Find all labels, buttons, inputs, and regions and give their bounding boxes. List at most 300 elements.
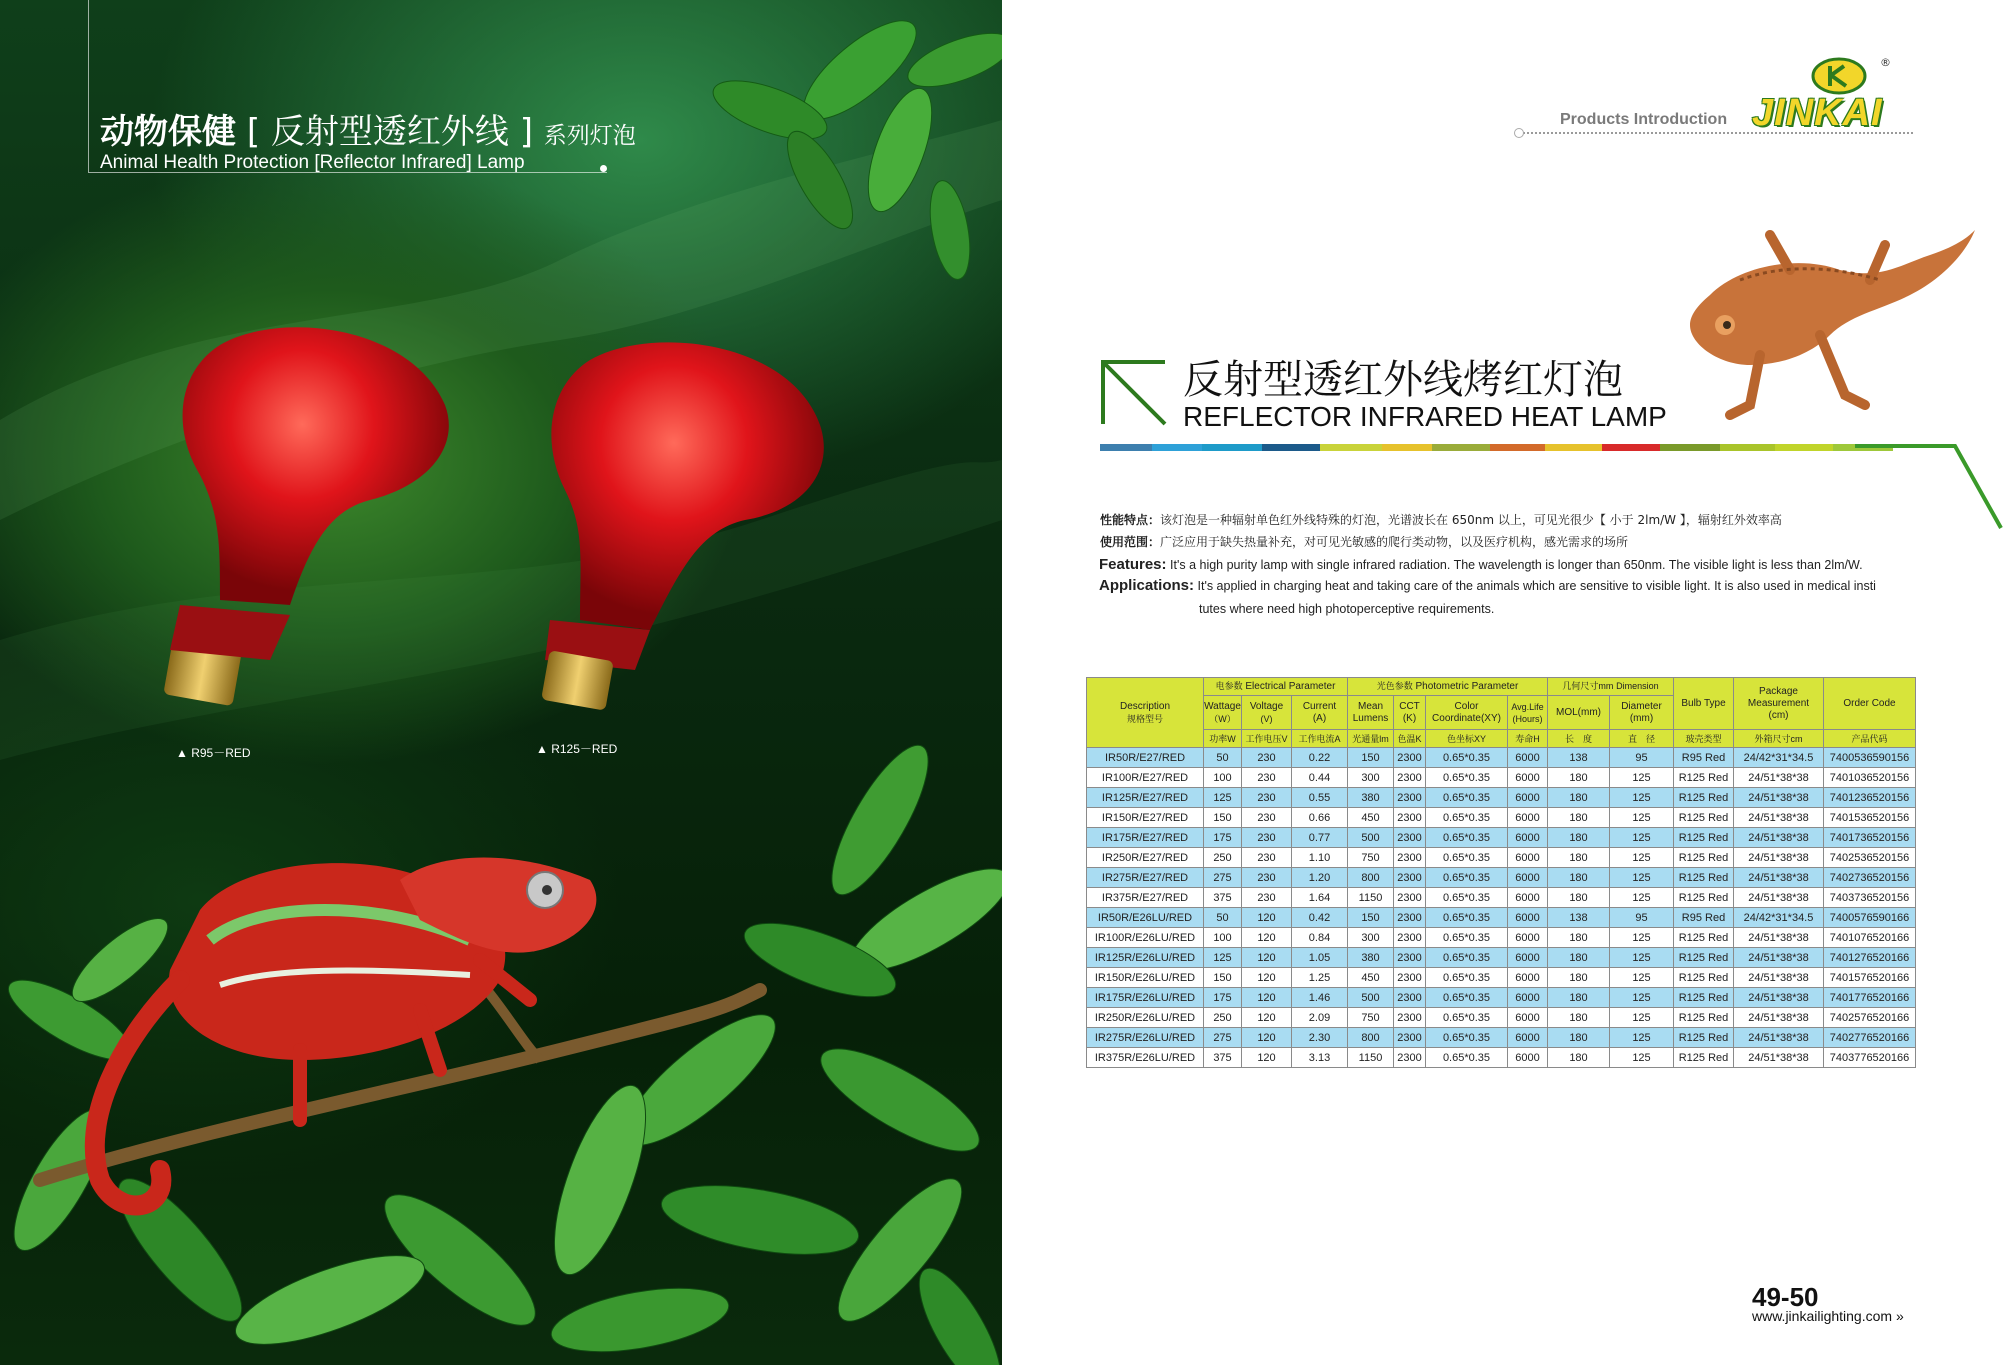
table-cell: 0.65*0.35: [1426, 1028, 1508, 1048]
table-cell: 120: [1242, 928, 1292, 948]
table-cell: 24/51*38*38: [1734, 868, 1824, 888]
features-cn-text: 该灯泡是一种辐射单色红外线特殊的灯泡，光谱波长在 650nm 以上，可见光很少【 小于 2lm/W 】，辐射红外效率高: [1160, 513, 1782, 527]
table-cell: R95 Red: [1674, 748, 1734, 768]
table-cell: 7401276520166: [1824, 948, 1916, 968]
cct-en: CCT: [1399, 700, 1420, 712]
applications-en-text-1: It's applied in charging heat and taking care of the animals which are sensitive to visible light. It is also used in medical insti: [1197, 579, 1876, 593]
table-cell: 1.10: [1292, 848, 1348, 868]
table-cell: 24/51*38*38: [1734, 988, 1824, 1008]
table-cell: 0.65*0.35: [1426, 748, 1508, 768]
table-cell: 0.65*0.35: [1426, 888, 1508, 908]
lumens-header: [1348, 696, 1394, 730]
table-row: [1087, 868, 1916, 888]
table-cell: 0.65*0.35: [1426, 948, 1508, 968]
table-cell: R125 Red: [1674, 768, 1734, 788]
left-title-cn-suffix: 系列灯泡: [543, 123, 636, 149]
table-cell: 24/51*38*38: [1734, 948, 1824, 968]
table-cell: 250: [1204, 848, 1242, 868]
lumens-unit: Lumens: [1352, 712, 1389, 724]
table-cell: 375: [1204, 888, 1242, 908]
mol-cn: 长 度: [1548, 730, 1610, 748]
page-number: 49-50: [1752, 1282, 1819, 1312]
table-row: [1087, 888, 1916, 908]
table-row: [1087, 948, 1916, 968]
table-cell: R125 Red: [1674, 968, 1734, 988]
table-row: [1087, 748, 1916, 768]
table-cell: 120: [1242, 1008, 1292, 1028]
table-cell: 6000: [1508, 988, 1548, 1008]
table-cell: 24/51*38*38: [1734, 788, 1824, 808]
diameter-en: Diameter: [1621, 700, 1662, 712]
table-cell: 50: [1204, 908, 1242, 928]
table-cell: 125: [1610, 848, 1674, 868]
table-cell: 450: [1348, 968, 1394, 988]
jinkai-logo-text: JINKAI: [1752, 92, 1883, 134]
table-cell: 0.65*0.35: [1426, 788, 1508, 808]
table-row: [1087, 1028, 1916, 1048]
table-cell: 150: [1348, 908, 1394, 928]
table-cell: 230: [1242, 748, 1292, 768]
table-cell: 120: [1242, 908, 1292, 928]
table-cell: 180: [1548, 848, 1610, 868]
applications-en-continued: tutes where need high photoperceptive requirements.: [1199, 602, 1495, 616]
table-row: [1087, 788, 1916, 808]
features-en: [1099, 556, 1863, 573]
table-cell: 0.65*0.35: [1426, 848, 1508, 868]
table-cell: 6000: [1508, 888, 1548, 908]
features-en-label: Features:: [1099, 556, 1167, 573]
table-cell: 180: [1548, 928, 1610, 948]
table-cell: 50: [1204, 748, 1242, 768]
left-title-cn-bold: 动物保健: [100, 112, 236, 152]
table-cell: IR125R/E26LU/RED: [1087, 948, 1204, 968]
table-cell: 180: [1548, 1048, 1610, 1068]
accent-green-line: [1855, 440, 2003, 532]
table-cell: 180: [1548, 948, 1610, 968]
diameter-unit: (mm): [1629, 712, 1654, 724]
table-cell: 24/51*38*38: [1734, 1028, 1824, 1048]
gecko-image: [1670, 225, 1980, 435]
table-cell: 0.77: [1292, 828, 1348, 848]
table-cell: 230: [1242, 788, 1292, 808]
table-cell: 2300: [1394, 848, 1426, 868]
table-cell: 2300: [1394, 748, 1426, 768]
registered-mark: ®: [1880, 56, 1891, 69]
table-cell: 7401236520156: [1824, 788, 1916, 808]
table-cell: 24/51*38*38: [1734, 888, 1824, 908]
table-cell: 180: [1548, 868, 1610, 888]
table-cell: R125 Red: [1674, 948, 1734, 968]
table-cell: 125: [1610, 768, 1674, 788]
table-cell: 1.25: [1292, 968, 1348, 988]
table-cell: 125: [1610, 868, 1674, 888]
table-cell: R125 Red: [1674, 1048, 1734, 1068]
color-stripe-bar: [1100, 444, 1893, 451]
table-cell: 2300: [1394, 968, 1426, 988]
table-cell: 24/42*31*34.5: [1734, 748, 1824, 768]
table-cell: 125: [1610, 808, 1674, 828]
table-cell: 0.65*0.35: [1426, 868, 1508, 888]
table-cell: 125: [1610, 888, 1674, 908]
table-cell: 125: [1204, 948, 1242, 968]
table-cell: 6000: [1508, 1008, 1548, 1028]
applications-en-label: Applications:: [1099, 577, 1195, 594]
table-cell: 450: [1348, 808, 1394, 828]
table-cell: IR50R/E27/RED: [1087, 748, 1204, 768]
table-cell: 24/51*38*38: [1734, 1048, 1824, 1068]
current-cn: 工作电流A: [1292, 730, 1348, 748]
wattage-cn: 功率W: [1204, 730, 1242, 748]
table-cell: 230: [1242, 768, 1292, 788]
table-cell: 120: [1242, 1028, 1292, 1048]
table-cell: 0.65*0.35: [1426, 808, 1508, 828]
table-cell: 180: [1548, 968, 1610, 988]
table-cell: 95: [1610, 908, 1674, 928]
table-cell: 0.84: [1292, 928, 1348, 948]
table-cell: 0.65*0.35: [1426, 928, 1508, 948]
table-cell: 7401576520166: [1824, 968, 1916, 988]
website-link[interactable]: www.jinkailighting.com »: [1752, 1308, 1904, 1324]
table-cell: 2300: [1394, 1048, 1426, 1068]
table-cell: 3.13: [1292, 1048, 1348, 1068]
table-cell: 180: [1548, 988, 1610, 1008]
table-cell: 300: [1348, 768, 1394, 788]
table-cell: 125: [1610, 1048, 1674, 1068]
voltage-unit: (V): [1260, 713, 1273, 724]
table-row: [1087, 828, 1916, 848]
table-cell: 2300: [1394, 928, 1426, 948]
table-cell: 2300: [1394, 988, 1426, 1008]
table-row: [1087, 808, 1916, 828]
table-cell: 0.65*0.35: [1426, 968, 1508, 988]
table-cell: 125: [1610, 1028, 1674, 1048]
electrical-group-header: [1204, 678, 1348, 696]
table-cell: 0.55: [1292, 788, 1348, 808]
left-title-cn-bracket: [ 反射型透红外线 ]: [246, 112, 533, 152]
description-en: Description: [1119, 700, 1171, 712]
heading-en: REFLECTOR INFRARED HEAT LAMP: [1183, 401, 1667, 432]
photometric-en: Photometric Parameter: [1415, 681, 1519, 692]
table-cell: R125 Red: [1674, 928, 1734, 948]
table-cell: 2300: [1394, 808, 1426, 828]
table-cell: 180: [1548, 1008, 1610, 1028]
table-cell: 2300: [1394, 768, 1426, 788]
table-cell: 7400576590166: [1824, 908, 1916, 928]
table-cell: IR250R/E26LU/RED: [1087, 1008, 1204, 1028]
table-cell: 275: [1204, 1028, 1242, 1048]
avg-life-unit: (Hours): [1512, 713, 1543, 724]
table-cell: R125 Red: [1674, 868, 1734, 888]
applications-cn-text: 广泛应用于缺失热量补充，对可见光敏感的爬行类动物，以及医疗机构，感光需求的场所: [1160, 535, 1629, 549]
table-cell: 7401076520166: [1824, 928, 1916, 948]
left-title-cn: [100, 104, 636, 153]
table-cell: 0.65*0.35: [1426, 908, 1508, 928]
table-cell: 0.65*0.35: [1426, 768, 1508, 788]
table-cell: 100: [1204, 928, 1242, 948]
table-cell: 500: [1348, 988, 1394, 1008]
table-cell: 6000: [1508, 828, 1548, 848]
table-row: [1087, 988, 1916, 1008]
table-cell: 180: [1548, 828, 1610, 848]
table-cell: 2300: [1394, 948, 1426, 968]
table-cell: IR175R/E27/RED: [1087, 828, 1204, 848]
table-cell: 300: [1348, 928, 1394, 948]
table-cell: 175: [1204, 828, 1242, 848]
electrical-cn: 电参数: [1215, 681, 1243, 691]
lumens-cn: 光通量lm: [1348, 730, 1394, 748]
table-cell: 125: [1610, 928, 1674, 948]
table-cell: 750: [1348, 1008, 1394, 1028]
features-en-text: It's a high purity lamp with single infrared radiation. The wavelength is longer than 650nm. The visible light is less than 2lm/W.: [1170, 558, 1863, 572]
package-line-3: (cm): [1768, 709, 1789, 721]
table-cell: 7402536520156: [1824, 848, 1916, 868]
table-cell: 180: [1548, 768, 1610, 788]
table-cell: 6000: [1508, 1048, 1548, 1068]
table-cell: R125 Red: [1674, 988, 1734, 1008]
table-cell: 6000: [1508, 948, 1548, 968]
table-cell: 1.05: [1292, 948, 1348, 968]
wattage-header: [1204, 696, 1242, 730]
table-cell: 1.46: [1292, 988, 1348, 1008]
table-cell: 0.66: [1292, 808, 1348, 828]
table-cell: 120: [1242, 948, 1292, 968]
products-introduction-label: Products Introduction: [1560, 111, 1728, 128]
table-cell: R125 Red: [1674, 828, 1734, 848]
table-cell: 150: [1204, 968, 1242, 988]
table-cell: 380: [1348, 948, 1394, 968]
voltage-header: [1242, 696, 1292, 730]
table-cell: 24/51*38*38: [1734, 768, 1824, 788]
r125-caption: ▲ R125－RED: [536, 742, 618, 756]
order-code-cn: 产品代码: [1824, 730, 1916, 748]
dimension-group-header: [1548, 678, 1674, 696]
table-cell: 7403776520166: [1824, 1048, 1916, 1068]
table-cell: 7400536590156: [1824, 748, 1916, 768]
avg-life-cn: 寿命H: [1508, 730, 1548, 748]
current-unit: (A): [1312, 712, 1327, 724]
table-cell: 125: [1204, 788, 1242, 808]
spec-table: [1086, 677, 1916, 1068]
package-cn: 外箱尺寸cm: [1734, 730, 1824, 748]
table-cell: 7401736520156: [1824, 828, 1916, 848]
table-cell: 7401776520166: [1824, 988, 1916, 1008]
title-frame-dot: [600, 165, 607, 172]
table-cell: 750: [1348, 848, 1394, 868]
r125-bulb-image: [540, 330, 840, 720]
table-cell: 6000: [1508, 1028, 1548, 1048]
table-cell: IR250R/E27/RED: [1087, 848, 1204, 868]
table-cell: 7402736520156: [1824, 868, 1916, 888]
wattage-unit: （W）: [1209, 713, 1236, 724]
table-row: [1087, 968, 1916, 988]
table-cell: 0.42: [1292, 908, 1348, 928]
table-cell: 2300: [1394, 1008, 1426, 1028]
spec-table-body: [1087, 748, 1916, 1068]
table-cell: 2300: [1394, 828, 1426, 848]
voltage-cn: 工作电压V: [1242, 730, 1292, 748]
table-cell: 7402576520166: [1824, 1008, 1916, 1028]
table-cell: 230: [1242, 888, 1292, 908]
table-cell: 7401036520156: [1824, 768, 1916, 788]
current-header: [1292, 696, 1348, 730]
table-cell: 24/42*31*34.5: [1734, 908, 1824, 928]
table-cell: IR375R/E26LU/RED: [1087, 1048, 1204, 1068]
package-line-1: Package: [1759, 685, 1798, 697]
table-cell: 800: [1348, 868, 1394, 888]
table-cell: 138: [1548, 908, 1610, 928]
table-cell: 800: [1348, 1028, 1394, 1048]
table-cell: 120: [1242, 968, 1292, 988]
cct-unit: (K): [1402, 712, 1417, 724]
table-cell: 2.09: [1292, 1008, 1348, 1028]
table-cell: 95: [1610, 748, 1674, 768]
table-cell: 24/51*38*38: [1734, 928, 1824, 948]
table-row: [1087, 1008, 1916, 1028]
table-cell: IR100R/E26LU/RED: [1087, 928, 1204, 948]
color-coordinate-header: [1426, 696, 1508, 730]
table-cell: 0.65*0.35: [1426, 1048, 1508, 1068]
table-cell: 150: [1204, 808, 1242, 828]
table-cell: 0.65*0.35: [1426, 988, 1508, 1008]
table-cell: R125 Red: [1674, 788, 1734, 808]
table-cell: 250: [1204, 1008, 1242, 1028]
table-cell: 0.44: [1292, 768, 1348, 788]
table-cell: 7403736520156: [1824, 888, 1916, 908]
mol-en: MOL(mm): [1556, 706, 1601, 718]
table-cell: IR100R/E27/RED: [1087, 768, 1204, 788]
table-cell: 24/51*38*38: [1734, 808, 1824, 828]
mol-header: [1548, 696, 1610, 730]
applications-cn: [1100, 533, 1628, 550]
table-cell: IR150R/E26LU/RED: [1087, 968, 1204, 988]
r95-bulb-image: [160, 315, 460, 715]
table-cell: R125 Red: [1674, 1028, 1734, 1048]
table-cell: 380: [1348, 788, 1394, 808]
table-cell: 2300: [1394, 788, 1426, 808]
lumens-en: Mean: [1357, 700, 1383, 712]
r95-caption: ▲ R95－RED: [176, 746, 251, 760]
table-cell: 275: [1204, 868, 1242, 888]
features-cn-label: 性能特点：: [1100, 513, 1161, 527]
order-code-header: Order Code: [1824, 678, 1916, 730]
table-cell: 180: [1548, 1028, 1610, 1048]
table-cell: 125: [1610, 988, 1674, 1008]
applications-cn-label: 使用范围：: [1100, 535, 1161, 549]
table-row: [1087, 768, 1916, 788]
table-cell: 1150: [1348, 1048, 1394, 1068]
table-cell: 100: [1204, 768, 1242, 788]
table-cell: IR275R/E27/RED: [1087, 868, 1204, 888]
table-cell: 6000: [1508, 848, 1548, 868]
color-cn: 色坐标XY: [1426, 730, 1508, 748]
table-cell: 138: [1548, 748, 1610, 768]
table-cell: IR175R/E26LU/RED: [1087, 988, 1204, 1008]
table-cell: R125 Red: [1674, 1008, 1734, 1028]
table-cell: 0.65*0.35: [1426, 828, 1508, 848]
package-header: [1734, 678, 1824, 730]
table-cell: IR150R/E27/RED: [1087, 808, 1204, 828]
table-cell: 6000: [1508, 748, 1548, 768]
table-cell: 0.22: [1292, 748, 1348, 768]
table-cell: 125: [1610, 948, 1674, 968]
electrical-en: Electrical Parameter: [1245, 681, 1336, 692]
table-cell: IR375R/E27/RED: [1087, 888, 1204, 908]
description-cn: 规格型号: [1126, 713, 1163, 724]
package-line-2: Measurement: [1747, 697, 1810, 709]
table-cell: 6000: [1508, 908, 1548, 928]
wattage-en: Wattage: [1204, 700, 1241, 712]
photometric-group-header: [1348, 678, 1548, 696]
table-cell: 230: [1242, 848, 1292, 868]
dimension-en: Dimension: [1616, 681, 1659, 691]
table-cell: 125: [1610, 828, 1674, 848]
table-cell: 0.65*0.35: [1426, 1008, 1508, 1028]
table-cell: 6000: [1508, 968, 1548, 988]
table-cell: 24/51*38*38: [1734, 828, 1824, 848]
table-cell: 230: [1242, 808, 1292, 828]
bulb-type-header: Bulb Type: [1674, 678, 1734, 730]
diameter-cn: 直 径: [1610, 730, 1674, 748]
table-row: [1087, 928, 1916, 948]
table-cell: 24/51*38*38: [1734, 1008, 1824, 1028]
header-dot-circle: [1514, 128, 1524, 138]
table-cell: 230: [1242, 868, 1292, 888]
table-cell: 120: [1242, 1048, 1292, 1068]
avg-life-en: Avg.Life: [1511, 701, 1544, 712]
table-row: [1087, 1048, 1916, 1068]
table-cell: 24/51*38*38: [1734, 848, 1824, 868]
table-cell: 180: [1548, 788, 1610, 808]
avg-life-header: [1508, 696, 1548, 730]
table-cell: 7401536520156: [1824, 808, 1916, 828]
table-cell: 125: [1610, 788, 1674, 808]
cct-cn: 色温K: [1394, 730, 1426, 748]
table-cell: 230: [1242, 828, 1292, 848]
table-cell: 1.64: [1292, 888, 1348, 908]
dimension-cn: 几何尺寸mm: [1562, 681, 1614, 691]
table-cell: 175: [1204, 988, 1242, 1008]
table-cell: 2300: [1394, 888, 1426, 908]
heading-arrow-icon: [1099, 358, 1169, 428]
table-cell: 375: [1204, 1048, 1242, 1068]
table-cell: 6000: [1508, 768, 1548, 788]
current-en: Current: [1302, 700, 1337, 712]
left-title-en: Animal Health Protection [Reflector Infrared] Lamp: [100, 152, 525, 173]
table-row: [1087, 848, 1916, 868]
bulb-type-cn: 玻壳类型: [1674, 730, 1734, 748]
table-row: [1087, 908, 1916, 928]
table-cell: 125: [1610, 1008, 1674, 1028]
table-cell: 150: [1348, 748, 1394, 768]
diameter-header: [1610, 696, 1674, 730]
voltage-en: Voltage: [1249, 700, 1284, 712]
table-cell: R125 Red: [1674, 848, 1734, 868]
color-unit: Coordinate(XY): [1432, 712, 1501, 724]
features-cn: [1100, 511, 1782, 528]
table-cell: 125: [1610, 968, 1674, 988]
table-cell: R125 Red: [1674, 808, 1734, 828]
table-cell: 6000: [1508, 868, 1548, 888]
photometric-cn: 光色参数: [1376, 681, 1413, 691]
heading-cn: 反射型透红外线烤红灯泡: [1183, 357, 1623, 403]
table-cell: 180: [1548, 808, 1610, 828]
table-cell: 1150: [1348, 888, 1394, 908]
table-cell: 7402776520166: [1824, 1028, 1916, 1048]
table-cell: 2300: [1394, 1028, 1426, 1048]
table-cell: 120: [1242, 988, 1292, 1008]
cct-header: [1394, 696, 1426, 730]
table-cell: IR275R/E26LU/RED: [1087, 1028, 1204, 1048]
